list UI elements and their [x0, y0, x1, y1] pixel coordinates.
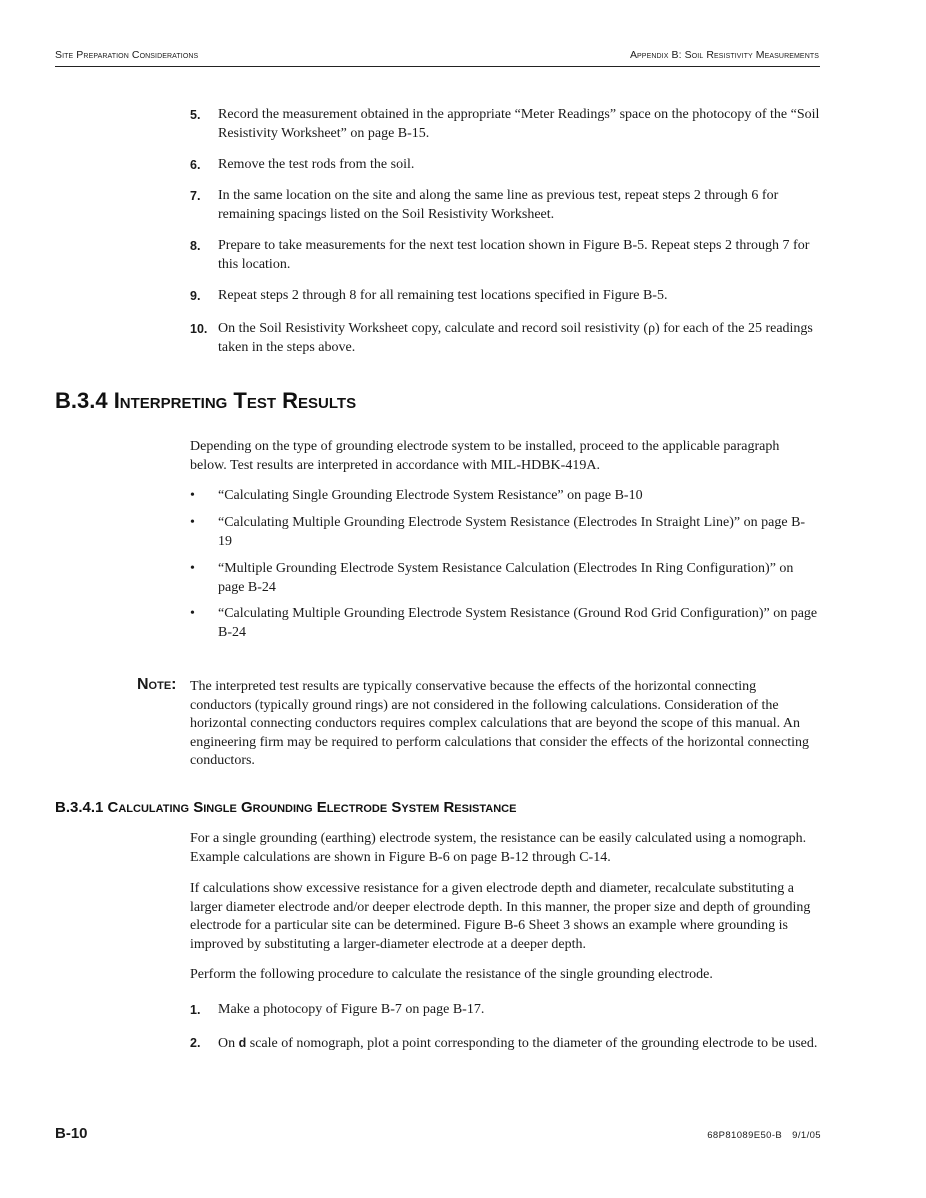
running-header-right: Appendix B: Soil Resistivity Measurements [629, 49, 819, 61]
cross-reference-link[interactable]: “Multiple Grounding Electrode System Resistance Calculation (Electrodes In Ring Configuration)” on page B-24 [218, 561, 794, 595]
step-text: Record the measurement obtained in the appropriate “Meter Readings” space on the photocopy of the “Soil Resistivity Worksheet” on page B-15. [218, 107, 820, 141]
page-number: B-10 [55, 1125, 88, 1142]
list-item [190, 1034, 822, 1054]
list-item [190, 605, 818, 642]
step-text: In the same location on the site and along the same line as previous test, repeat steps 2 through 6 for remaining spacings listed on the Soil Resistivity Worksheet. [218, 188, 779, 222]
bullet-icon: • [190, 515, 195, 530]
note-text: The interpreted test results are typically conservative because the effects of the horizontal connecting conductors (typically ground rings) are not considered in the following calculations. Consideration of the horizontal connecting conductors requires complex calculations that are beyond the scope of this manual. An engineering firm may be required to perform calculations that consider the effects of the horizontal connecting conductors. [190, 679, 810, 768]
note-label: Note: [137, 676, 177, 693]
step-number: 10. [190, 322, 208, 336]
step-text: Prepare to take measurements for the next test location shown in Figure B-5. Repeat steps 2 through 7 for this location. [218, 238, 810, 272]
body-paragraph: If calculations show excessive resistance for a given electrode depth and diameter, recalculate substituting a larger diameter electrode and/or deeper electrode depth. In this manner, the proper size and depth of grounding electrode for a particular site can be determined. Figure B-6 Sheet 3 shows an example where grounding is improved by substituting a larger-diameter electrode at a deeper depth. [190, 881, 811, 952]
list-item [190, 287, 822, 306]
body-paragraph: Perform the following procedure to calculate the resistance of the single grounding electrode. [190, 967, 713, 982]
header-rule [55, 66, 820, 67]
step-text-post: scale of nomograph, plot a point corresponding to the diameter of the grounding electrode to be used. [249, 1036, 818, 1051]
step-text: Make a photocopy of Figure B-7 on page B-17. [218, 1002, 485, 1017]
step-number: 9. [190, 289, 201, 303]
cross-reference-link[interactable]: “Calculating Multiple Grounding Electrode System Resistance (Ground Rod Grid Configuration)” on page B-24 [218, 606, 818, 640]
cross-reference-link[interactable]: “Calculating Multiple Grounding Electrode System Resistance (Electrodes In Straight Line)” on page B-19 [218, 515, 806, 549]
step-number: 2. [190, 1036, 201, 1050]
step-number: 8. [190, 239, 201, 253]
variable-d: d [238, 1036, 247, 1050]
list-item [190, 106, 822, 143]
step-text: Repeat steps 2 through 8 for all remaining test locations specified in Figure B-5. [218, 288, 668, 303]
step-number: 5. [190, 108, 201, 122]
list-item [190, 237, 822, 274]
step-text: On the Soil Resistivity Worksheet copy, calculate and record soil resistivity (ρ) for each of the 25 readings taken in the steps above. [218, 321, 813, 355]
step-text: Remove the test rods from the soil. [218, 157, 415, 172]
body-paragraph: For a single grounding (earthing) electrode system, the resistance can be easily calculated using a nomograph. Example calculations are shown in Figure B-6 on page B-12 through C-14. [190, 831, 807, 865]
document-id [707, 1130, 821, 1141]
doc-date: 9/1/05 [792, 1130, 821, 1141]
step-number: 7. [190, 189, 201, 203]
step-text-pre: On [218, 1036, 236, 1051]
list-item [190, 320, 822, 357]
list-item [190, 487, 818, 506]
list-item [190, 560, 818, 597]
section-intro-paragraph: Depending on the type of grounding electrode system to be installed, proceed to the applicable paragraph below. Test results are interpreted in accordance with MIL-HDBK-419A. [190, 439, 780, 473]
step-number: 1. [190, 1003, 201, 1017]
step-number: 6. [190, 158, 201, 172]
section-heading-b-3-4: B.3.4 Interpreting Test Results [55, 388, 357, 413]
bullet-icon: • [190, 561, 195, 576]
list-item [190, 1001, 822, 1020]
running-header-left: Site Preparation Considerations [55, 49, 199, 61]
doc-number: 68P81089E50-B [707, 1130, 783, 1141]
cross-reference-link[interactable]: “Calculating Single Grounding Electrode System Resistance” on page B-10 [218, 488, 643, 503]
section-heading-b-3-4-1: B.3.4.1 Calculating Single Grounding Electrode System Resistance [55, 799, 517, 816]
step-text [218, 1034, 822, 1054]
list-item [190, 187, 822, 224]
bullet-icon: • [190, 606, 195, 621]
bullet-icon: • [190, 488, 195, 503]
list-item [190, 514, 818, 551]
list-item [190, 156, 822, 175]
